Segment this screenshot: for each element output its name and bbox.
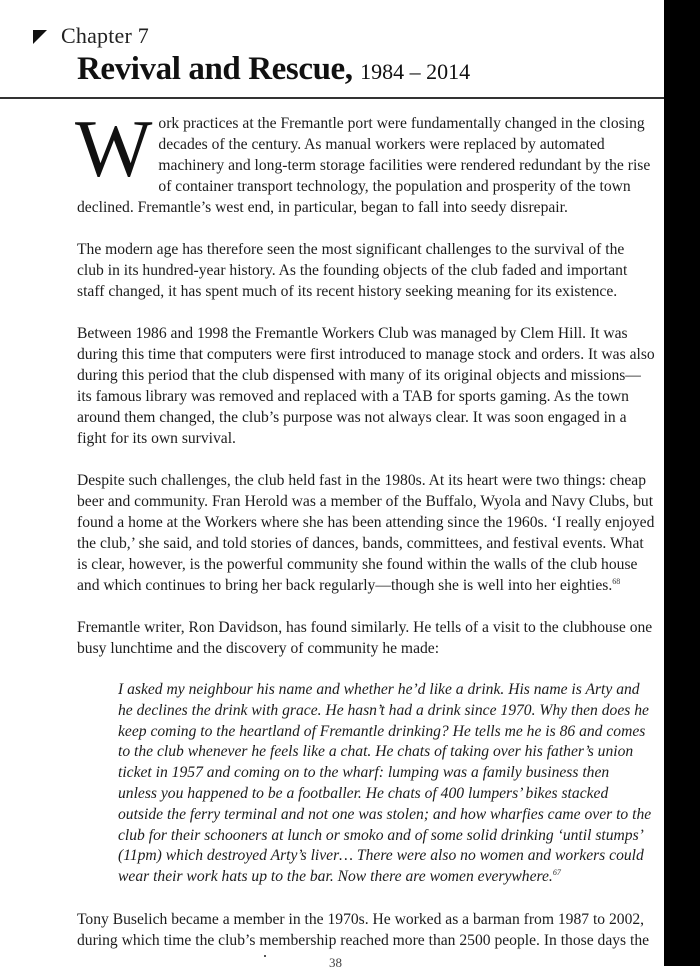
chapter-label — [33, 22, 149, 50]
scan-speck — [264, 955, 266, 957]
paragraph-text: Fremantle writer, Ron Davidson, has found similarly. He tells of a visit to the clubhouse one busy lunchtime and the discovery of community he made: — [77, 619, 653, 657]
chapter-number: Chapter 7 — [61, 23, 149, 48]
footnote-ref[interactable]: 68 — [612, 576, 621, 586]
paragraph-intro — [75, 103, 655, 218]
paragraph-text: ork practices at the Fremantle port were fundamentally changed in the closing decades of the century. As manual workers were replaced by automated machinery and long-term storage facilities were rendered redundant by the rise of container transport technology, the population and prosperity of the town declined. Fremantle’s west end, in particular, began to fall into seedy disrepair. — [77, 115, 651, 216]
triangle-corner-icon — [33, 30, 47, 44]
page-number: 38 — [329, 955, 342, 970]
title-divider — [0, 97, 664, 99]
chapter-title — [77, 51, 470, 88]
quote-text: I asked my neighbour his name and whether he’d like a drink. His name is Arty and he declines the drink with grace. He hasn’t had a drink since 1970. Why then does he keep coming to the heartland of Fremantle drinking? He tells me he is 86 and comes to the club whenever he feels like a chat. He chats of taking over his father’s union ticket in 1957 and coming on to the wharf: lumping was a family business then unless you happened to be a footballer. He chats of 400 lumpers’ bikes stacked outside the ferry terminal and not one was stolen; and how wharfies came over to the club for their schooners at lunch or smoko and of some solid drinking ‘until stumps’ (11pm) which destroyed Arty’s liver… There were also no women and workers could wear their work hats up to the bar. Now there are women everywhere. — [118, 681, 652, 886]
footnote-ref[interactable]: 67 — [552, 867, 561, 877]
paragraph — [77, 470, 655, 596]
paragraph — [77, 617, 655, 659]
paragraph-text: Despite such challenges, the club held fast in the 1980s. At its heart were two things: cheap beer and community. Fran Herold was a member of the Buffalo, Wyola and Navy Clubs, but found a home at the Workers where she has been attending since the 1960s. ‘I really enjoyed the club,’ she said, and told stories of dances, bands, committees, and festival events. What is clear, however, is the powerful community she found within the walls of the club house and which continues to bring her back regularly—though she is well into her eighties. — [77, 472, 655, 594]
chapter-body — [75, 103, 655, 972]
paragraph-text: Between 1986 and 1998 the Fremantle Workers Club was managed by Clem Hill. It was during this time that computers were first introduced to manage stock and orders. It was also during this period that the club dispensed with many of its original objects and missions—its famous library was removed and replaced with a TAB for sports gaming. As the town around them changed, the club’s purpose was not always clear. It was soon engaged in a fight for its own survival. — [77, 325, 655, 447]
chapter-title-years: 1984 – 2014 — [354, 59, 471, 84]
paragraph — [77, 909, 655, 951]
chapter-title-main: Revival and Rescue, — [77, 51, 353, 87]
drop-cap: W — [75, 103, 153, 194]
paragraph — [77, 239, 655, 302]
paragraph-text: The modern age has therefore seen the most significant challenges to the survival of the club in its hundred-year history. As the founding objects of the club faded and important staff changed, it has spent much of its recent history seeking meaning for its existence. — [77, 241, 628, 300]
block-quote — [118, 680, 652, 888]
paragraph — [77, 323, 655, 449]
paragraph-text: Tony Buselich became a member in the 1970s. He worked as a barman from 1987 to 2002, during which time the club’s membership reached more than 2500 people. In those days the — [77, 910, 650, 949]
scan-edge — [664, 0, 700, 966]
